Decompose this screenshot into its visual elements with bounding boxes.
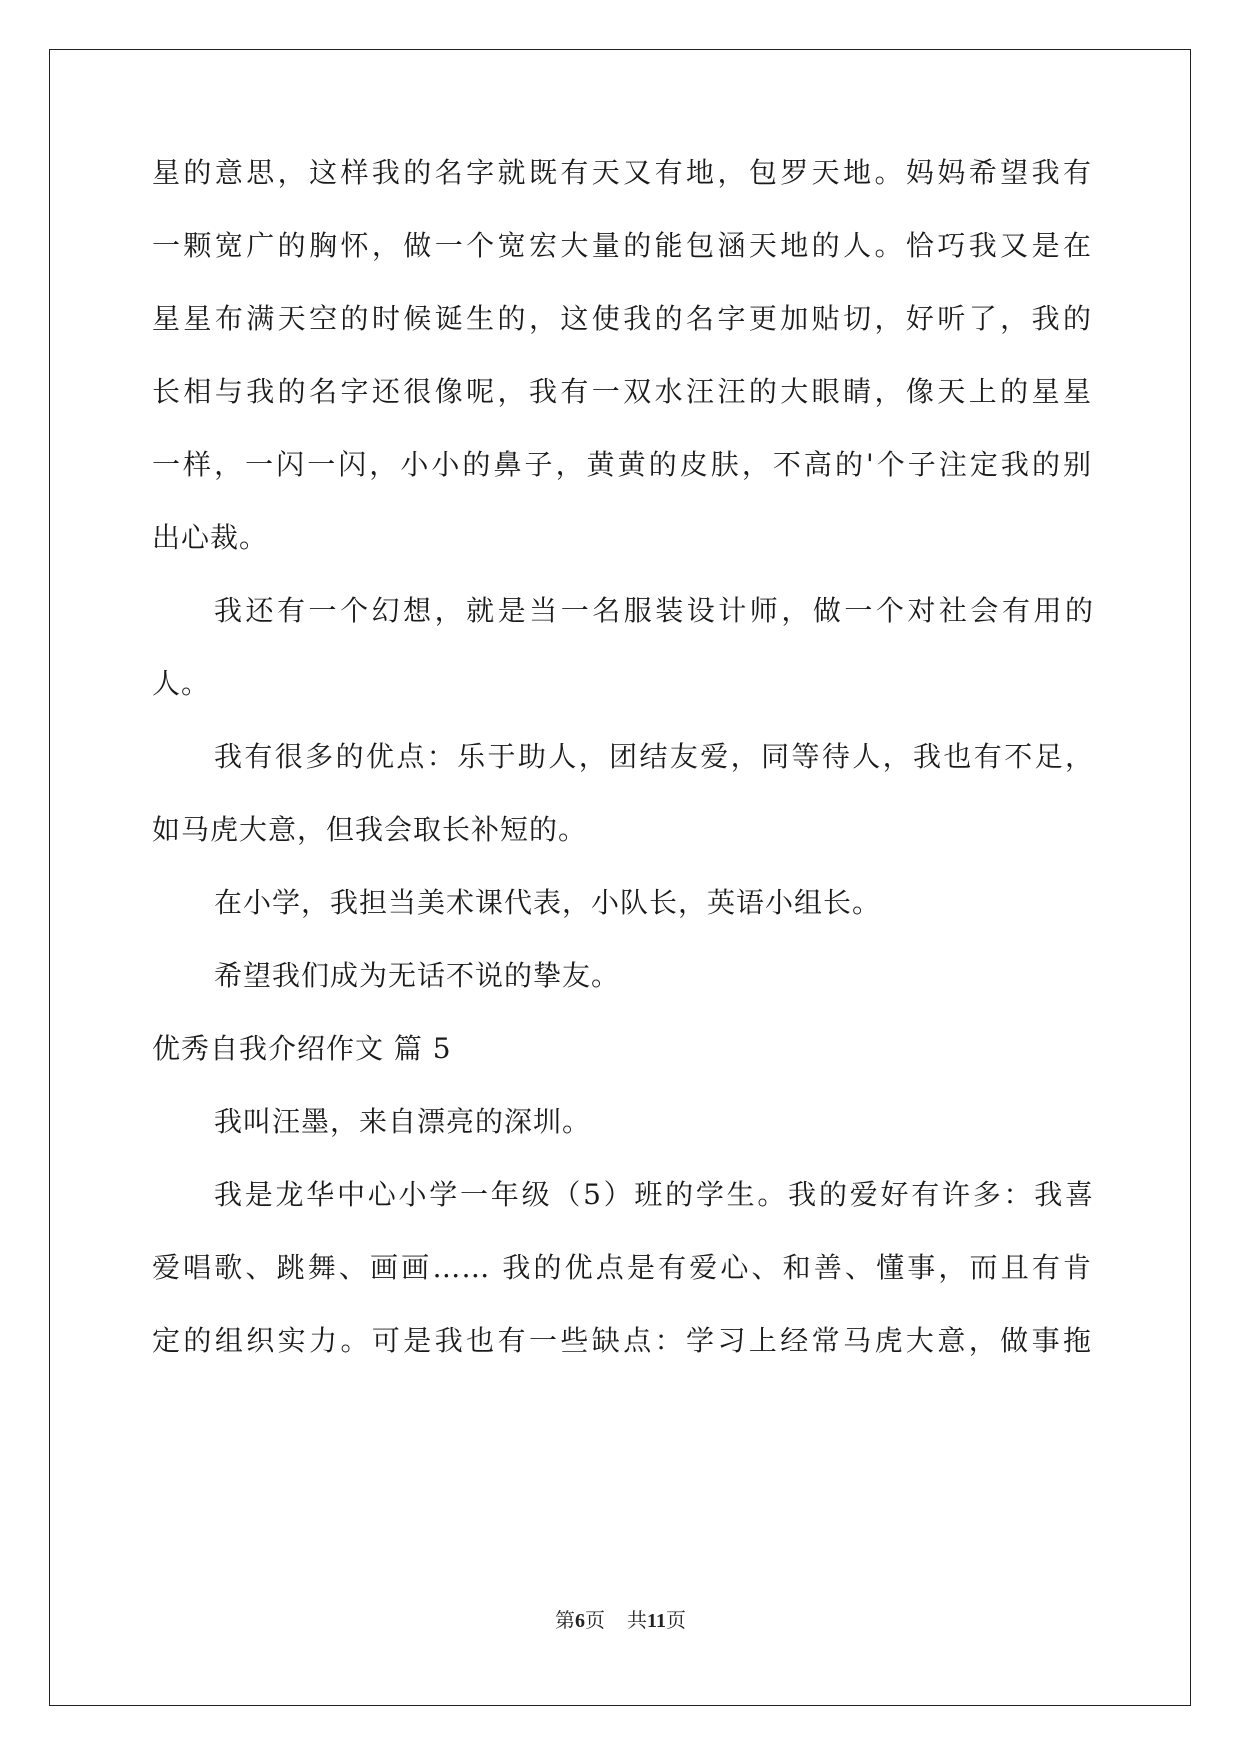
footer-total-unit: 页	[665, 1608, 686, 1632]
text-line: 在小学，我担当美术课代表，小队长，英语小组长。	[214, 886, 882, 919]
text-line: 星星布满天空的时候诞生的，这使我的名字更加贴切，好听了，我的	[152, 302, 1092, 335]
footer-page-unit: 页	[585, 1608, 606, 1632]
text-line: 我还有一个幻想，就是当一名服装设计师，做一个对社会有用的	[214, 594, 1094, 627]
page-border	[49, 49, 1191, 1706]
text-line: 一颗宽广的胸怀，做一个宽宏大量的能包涵天地的人。恰巧我又是在	[152, 229, 1092, 262]
text-line: 定的组织实力。可是我也有一些缺点：学习上经常马虎大意，做事拖	[152, 1324, 1092, 1357]
text-line: 出心裁。	[152, 521, 269, 554]
text-line: 我有很多的优点：乐于助人，团结友爱，同等待人，我也有不足，	[214, 740, 1094, 773]
text-line: 我是龙华中心小学一年级（5）班的学生。我的爱好有许多：我喜	[214, 1178, 1094, 1211]
footer-prefix: 第	[555, 1608, 576, 1632]
footer-total-pages: 11	[647, 1610, 666, 1632]
text-line: 长相与我的名字还很像呢，我有一双水汪汪的大眼睛，像天上的星星	[152, 375, 1092, 408]
text-line: 希望我们成为无话不说的挚友。	[214, 959, 621, 992]
text-line: 人。	[152, 667, 211, 700]
text-line: 如马虎大意，但我会取长补短的。	[152, 813, 588, 846]
footer-total-prefix: 共	[627, 1608, 648, 1632]
page-footer	[0, 1608, 1241, 1633]
footer-current-page: 6	[575, 1610, 586, 1632]
text-line: 我叫汪墨，来自漂亮的深圳。	[214, 1105, 592, 1138]
text-line: 星的意思，这样我的名字就既有天又有地，包罗天地。妈妈希望我有	[152, 156, 1092, 189]
text-line: 一样，一闪一闪，小小的鼻子，黄黄的皮肤，不高的'个子注定我的别	[152, 448, 1092, 481]
text-line: 爱唱歌、跳舞、画画…… 我的优点是有爱心、和善、懂事，而且有肯	[152, 1251, 1092, 1284]
section-heading: 优秀自我介绍作文 篇 5	[152, 1032, 452, 1065]
